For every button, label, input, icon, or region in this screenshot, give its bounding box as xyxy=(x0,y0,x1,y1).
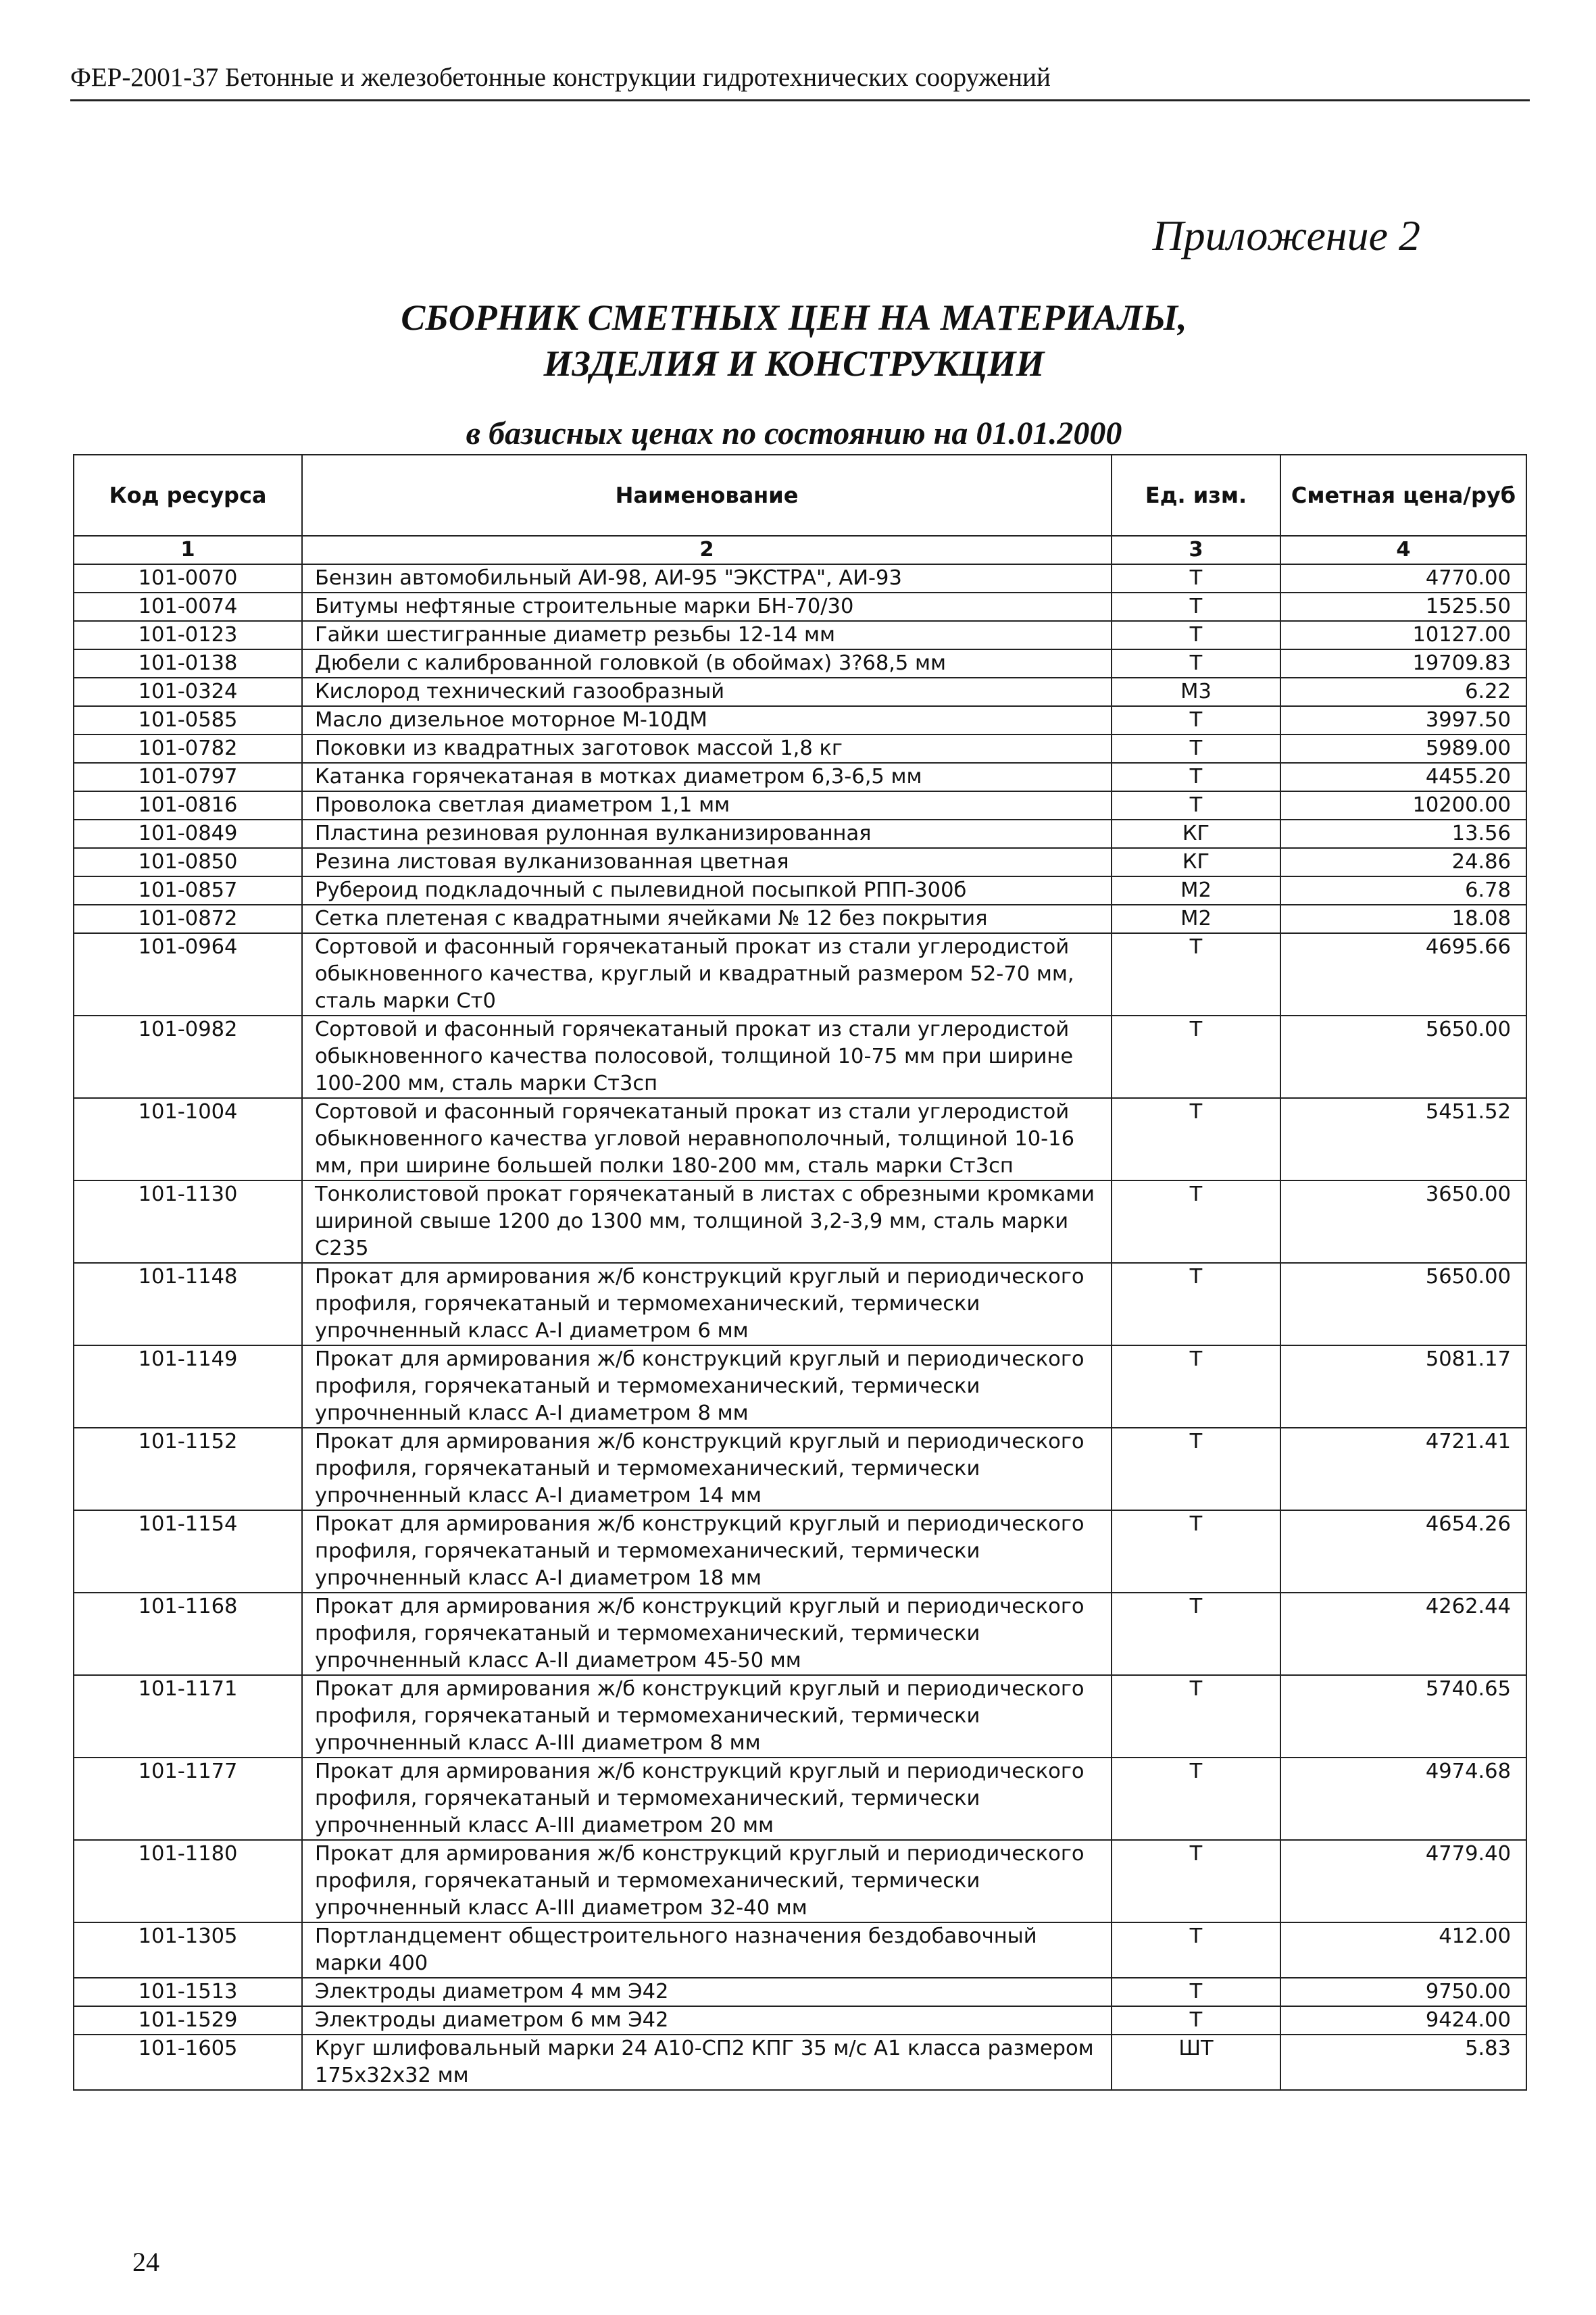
column-header-name: Наименование xyxy=(302,455,1112,536)
resource-name-cell: Резина листовая вулканизованная цветная xyxy=(302,848,1112,876)
price-cell: 4974.68 xyxy=(1280,1758,1526,1840)
unit-cell: Т xyxy=(1112,1428,1280,1510)
resource-name-cell: Пластина резиновая рулонная вулканизированная xyxy=(302,820,1112,848)
price-cell: 6.78 xyxy=(1280,876,1526,905)
unit-cell: М2 xyxy=(1112,876,1280,905)
price-cell: 5989.00 xyxy=(1280,735,1526,763)
resource-name-cell: Сетка плетеная с квадратными ячейками № 12 без покрытия xyxy=(302,905,1112,933)
table-row xyxy=(74,1593,1526,1675)
price-cell: 3650.00 xyxy=(1280,1180,1526,1263)
price-cell: 5650.00 xyxy=(1280,1263,1526,1345)
resource-name-cell: Прокат для армирования ж/б конструкций круглый и периодического профиля, горячекатаный и термомеханический, термически упрочненный класс А-II диаметром 45-50 мм xyxy=(302,1593,1112,1675)
table-row xyxy=(74,1098,1526,1180)
price-cell: 9424.00 xyxy=(1280,2006,1526,2035)
resource-name-cell: Прокат для армирования ж/б конструкций круглый и периодического профиля, горячекатаный и термомеханический, термически упрочненный класс А-I диаметром 6 мм xyxy=(302,1263,1112,1345)
price-cell: 4721.41 xyxy=(1280,1428,1526,1510)
unit-cell: М2 xyxy=(1112,905,1280,933)
price-table xyxy=(73,454,1527,2091)
price-cell: 13.56 xyxy=(1280,820,1526,848)
table-row xyxy=(74,1510,1526,1593)
table-row xyxy=(74,1428,1526,1510)
table-row xyxy=(74,1345,1526,1428)
table-row xyxy=(74,820,1526,848)
unit-cell: Т xyxy=(1112,735,1280,763)
page-subtitle: в базисных ценах по состоянию на 01.01.2000 xyxy=(466,416,1122,451)
table-row xyxy=(74,848,1526,876)
table-row xyxy=(74,593,1526,621)
table-row xyxy=(74,876,1526,905)
unit-cell: Т xyxy=(1112,1593,1280,1675)
table-row xyxy=(74,735,1526,763)
table-row xyxy=(74,1675,1526,1758)
resource-name-cell: Электроды диаметром 4 мм Э42 xyxy=(302,1978,1112,2006)
price-cell: 4455.20 xyxy=(1280,763,1526,791)
resource-name-cell: Поковки из квадратных заготовок массой 1,8 кг xyxy=(302,735,1112,763)
table-row xyxy=(74,706,1526,735)
resource-code-cell: 101-0850 xyxy=(74,848,302,876)
resource-name-cell: Бензин автомобильный АИ-98, АИ-95 "ЭКСТРА", АИ-93 xyxy=(302,564,1112,593)
resource-name-cell: Прокат для армирования ж/б конструкций круглый и периодического профиля, горячекатаный и термомеханический, термически упрочненный класс А-III диаметром 20 мм xyxy=(302,1758,1112,1840)
table-row xyxy=(74,1263,1526,1345)
table-row xyxy=(74,649,1526,678)
unit-cell: Т xyxy=(1112,1180,1280,1263)
resource-name-cell: Кислород технический газообразный xyxy=(302,678,1112,706)
unit-cell: Т xyxy=(1112,1510,1280,1593)
price-cell: 10127.00 xyxy=(1280,621,1526,649)
resource-code-cell: 101-0857 xyxy=(74,876,302,905)
resource-name-cell: Прокат для армирования ж/б конструкций круглый и периодического профиля, горячекатаный и термомеханический, термически упрочненный класс А-III диаметром 8 мм xyxy=(302,1675,1112,1758)
unit-cell: Т xyxy=(1112,1922,1280,1978)
unit-cell: Т xyxy=(1112,593,1280,621)
column-number: 3 xyxy=(1112,536,1280,564)
resource-name-cell: Прокат для армирования ж/б конструкций круглый и периодического профиля, горячекатаный и термомеханический, термически упрочненный класс А-I диаметром 8 мм xyxy=(302,1345,1112,1428)
table-row xyxy=(74,1180,1526,1263)
price-cell: 4695.66 xyxy=(1280,933,1526,1016)
resource-code-cell: 101-1605 xyxy=(74,2035,302,2090)
price-cell: 4779.40 xyxy=(1280,1840,1526,1922)
resource-code-cell: 101-1154 xyxy=(74,1510,302,1593)
resource-code-cell: 101-0782 xyxy=(74,735,302,763)
unit-cell: Т xyxy=(1112,1840,1280,1922)
price-cell: 5451.52 xyxy=(1280,1098,1526,1180)
unit-cell: Т xyxy=(1112,933,1280,1016)
resource-name-cell: Дюбели с калиброванной головкой (в обоймах) 3?68,5 мм xyxy=(302,649,1112,678)
table-row xyxy=(74,2006,1526,2035)
price-cell: 19709.83 xyxy=(1280,649,1526,678)
resource-name-cell: Гайки шестигранные диаметр резьбы 12-14 мм xyxy=(302,621,1112,649)
unit-cell: Т xyxy=(1112,1675,1280,1758)
resource-name-cell: Масло дизельное моторное М-10ДМ xyxy=(302,706,1112,735)
resource-code-cell: 101-0816 xyxy=(74,791,302,820)
resource-code-cell: 101-0872 xyxy=(74,905,302,933)
table-row xyxy=(74,564,1526,593)
price-cell: 4654.26 xyxy=(1280,1510,1526,1593)
resource-code-cell: 101-1180 xyxy=(74,1840,302,1922)
column-header-price: Сметная цена/руб xyxy=(1280,455,1526,536)
price-cell: 10200.00 xyxy=(1280,791,1526,820)
resource-name-cell: Сортовой и фасонный горячекатаный прокат из стали углеродистой обыкновенного качества полосовой, толщиной 10-75 мм при ширине 100-200 мм, сталь марки Ст3сп xyxy=(302,1016,1112,1098)
table-row xyxy=(74,1978,1526,2006)
table-row xyxy=(74,1922,1526,1978)
unit-cell: Т xyxy=(1112,706,1280,735)
price-cell: 9750.00 xyxy=(1280,1978,1526,2006)
resource-code-cell: 101-1177 xyxy=(74,1758,302,1840)
resource-code-cell: 101-1148 xyxy=(74,1263,302,1345)
resource-name-cell: Портландцемент общестроительного назначения бездобавочный марки 400 xyxy=(302,1922,1112,1978)
resource-code-cell: 101-0138 xyxy=(74,649,302,678)
unit-cell: Т xyxy=(1112,649,1280,678)
resource-name-cell: Прокат для армирования ж/б конструкций круглый и периодического профиля, горячекатаный и термомеханический, термически упрочненный класс А-I диаметром 18 мм xyxy=(302,1510,1112,1593)
resource-code-cell: 101-1004 xyxy=(74,1098,302,1180)
page-title-line-1: СБОРНИК СМЕТНЫХ ЦЕН НА МАТЕРИАЛЫ, xyxy=(401,297,1187,338)
resource-code-cell: 101-0849 xyxy=(74,820,302,848)
table-header-row xyxy=(74,455,1526,536)
resource-code-cell: 101-0982 xyxy=(74,1016,302,1098)
unit-cell: КГ xyxy=(1112,848,1280,876)
resource-code-cell: 101-0797 xyxy=(74,763,302,791)
unit-cell: Т xyxy=(1112,1758,1280,1840)
price-cell: 4770.00 xyxy=(1280,564,1526,593)
unit-cell: КГ xyxy=(1112,820,1280,848)
price-cell: 5650.00 xyxy=(1280,1016,1526,1098)
resource-name-cell: Электроды диаметром 6 мм Э42 xyxy=(302,2006,1112,2035)
table-row xyxy=(74,1840,1526,1922)
unit-cell: Т xyxy=(1112,621,1280,649)
price-cell: 6.22 xyxy=(1280,678,1526,706)
table-row xyxy=(74,621,1526,649)
unit-cell: Т xyxy=(1112,1345,1280,1428)
appendix-label: Приложение 2 xyxy=(1152,211,1420,259)
resource-code-cell: 101-0964 xyxy=(74,933,302,1016)
resource-name-cell: Проволока светлая диаметром 1,1 мм xyxy=(302,791,1112,820)
column-number-row xyxy=(74,536,1526,564)
resource-code-cell: 101-1168 xyxy=(74,1593,302,1675)
resource-code-cell: 101-1305 xyxy=(74,1922,302,1978)
resource-name-cell: Тонколистовой прокат горячекатаный в листах с обрезными кромками шириной свыше 1200 до 1300 мм, толщиной 3,2-3,9 мм, сталь марки С235 xyxy=(302,1180,1112,1263)
column-number: 4 xyxy=(1280,536,1526,564)
resource-name-cell: Прокат для армирования ж/б конструкций круглый и периодического профиля, горячекатаный и термомеханический, термически упрочненный класс А-I диаметром 14 мм xyxy=(302,1428,1112,1510)
unit-cell: Т xyxy=(1112,1978,1280,2006)
running-header: ФЕР-2001-37 Бетонные и железобетонные конструкции гидротехнических сооружений xyxy=(70,62,1530,101)
resource-code-cell: 101-0074 xyxy=(74,593,302,621)
table-row xyxy=(74,905,1526,933)
column-header-code: Код ресурса xyxy=(74,455,302,536)
resource-code-cell: 101-1529 xyxy=(74,2006,302,2035)
price-cell: 5081.17 xyxy=(1280,1345,1526,1428)
resource-code-cell: 101-1513 xyxy=(74,1978,302,2006)
table-row xyxy=(74,763,1526,791)
price-cell: 5740.65 xyxy=(1280,1675,1526,1758)
unit-cell: Т xyxy=(1112,564,1280,593)
resource-code-cell: 101-1130 xyxy=(74,1180,302,1263)
resource-code-cell: 101-1171 xyxy=(74,1675,302,1758)
price-cell: 3997.50 xyxy=(1280,706,1526,735)
unit-cell: Т xyxy=(1112,763,1280,791)
resource-code-cell: 101-0324 xyxy=(74,678,302,706)
resource-name-cell: Сортовой и фасонный горячекатаный прокат из стали углеродистой обыкновенного качества угловой неравнополочный, толщиной 10-16 мм, при ширине большей полки 180-200 мм, сталь марки Ст3сп xyxy=(302,1098,1112,1180)
resource-name-cell: Катанка горячекатаная в мотках диаметром 6,3-6,5 мм xyxy=(302,763,1112,791)
resource-name-cell: Битумы нефтяные строительные марки БН-70/30 xyxy=(302,593,1112,621)
price-cell: 4262.44 xyxy=(1280,1593,1526,1675)
price-cell: 24.86 xyxy=(1280,848,1526,876)
unit-cell: Т xyxy=(1112,2006,1280,2035)
price-cell: 18.08 xyxy=(1280,905,1526,933)
resource-name-cell: Прокат для армирования ж/б конструкций круглый и периодического профиля, горячекатаный и термомеханический, термически упрочненный класс А-III диаметром 32-40 мм xyxy=(302,1840,1112,1922)
resource-code-cell: 101-0585 xyxy=(74,706,302,735)
table-row xyxy=(74,678,1526,706)
column-number: 2 xyxy=(302,536,1112,564)
page-title-line-2: ИЗДЕЛИЯ И КОНСТРУКЦИИ xyxy=(543,343,1045,384)
price-cell: 1525.50 xyxy=(1280,593,1526,621)
unit-cell: Т xyxy=(1112,791,1280,820)
resource-name-cell: Сортовой и фасонный горячекатаный прокат из стали углеродистой обыкновенного качества, круглый и квадратный размером 52-70 мм, сталь марки Ст0 xyxy=(302,933,1112,1016)
unit-cell: Т xyxy=(1112,1263,1280,1345)
price-cell: 5.83 xyxy=(1280,2035,1526,2090)
unit-cell: ШТ xyxy=(1112,2035,1280,2090)
resource-name-cell: Круг шлифовальный марки 24 А10-СП2 КПГ 35 м/с А1 класса размером 175х32х32 мм xyxy=(302,2035,1112,2090)
table-row xyxy=(74,2035,1526,2090)
resource-code-cell: 101-1152 xyxy=(74,1428,302,1510)
table-row xyxy=(74,1016,1526,1098)
price-cell: 412.00 xyxy=(1280,1922,1526,1978)
table-row xyxy=(74,1758,1526,1840)
table-row xyxy=(74,933,1526,1016)
unit-cell: Т xyxy=(1112,1098,1280,1180)
resource-code-cell: 101-0123 xyxy=(74,621,302,649)
resource-name-cell: Рубероид подкладочный с пылевидной посыпкой РПП-300б xyxy=(302,876,1112,905)
page-title xyxy=(270,295,1318,387)
resource-code-cell: 101-1149 xyxy=(74,1345,302,1428)
column-number: 1 xyxy=(74,536,302,564)
resource-code-cell: 101-0070 xyxy=(74,564,302,593)
column-header-unit: Ед. изм. xyxy=(1112,455,1280,536)
table-body xyxy=(74,564,1526,2090)
page-number: 24 xyxy=(132,2247,159,2277)
unit-cell: М3 xyxy=(1112,678,1280,706)
unit-cell: Т xyxy=(1112,1016,1280,1098)
table-row xyxy=(74,791,1526,820)
